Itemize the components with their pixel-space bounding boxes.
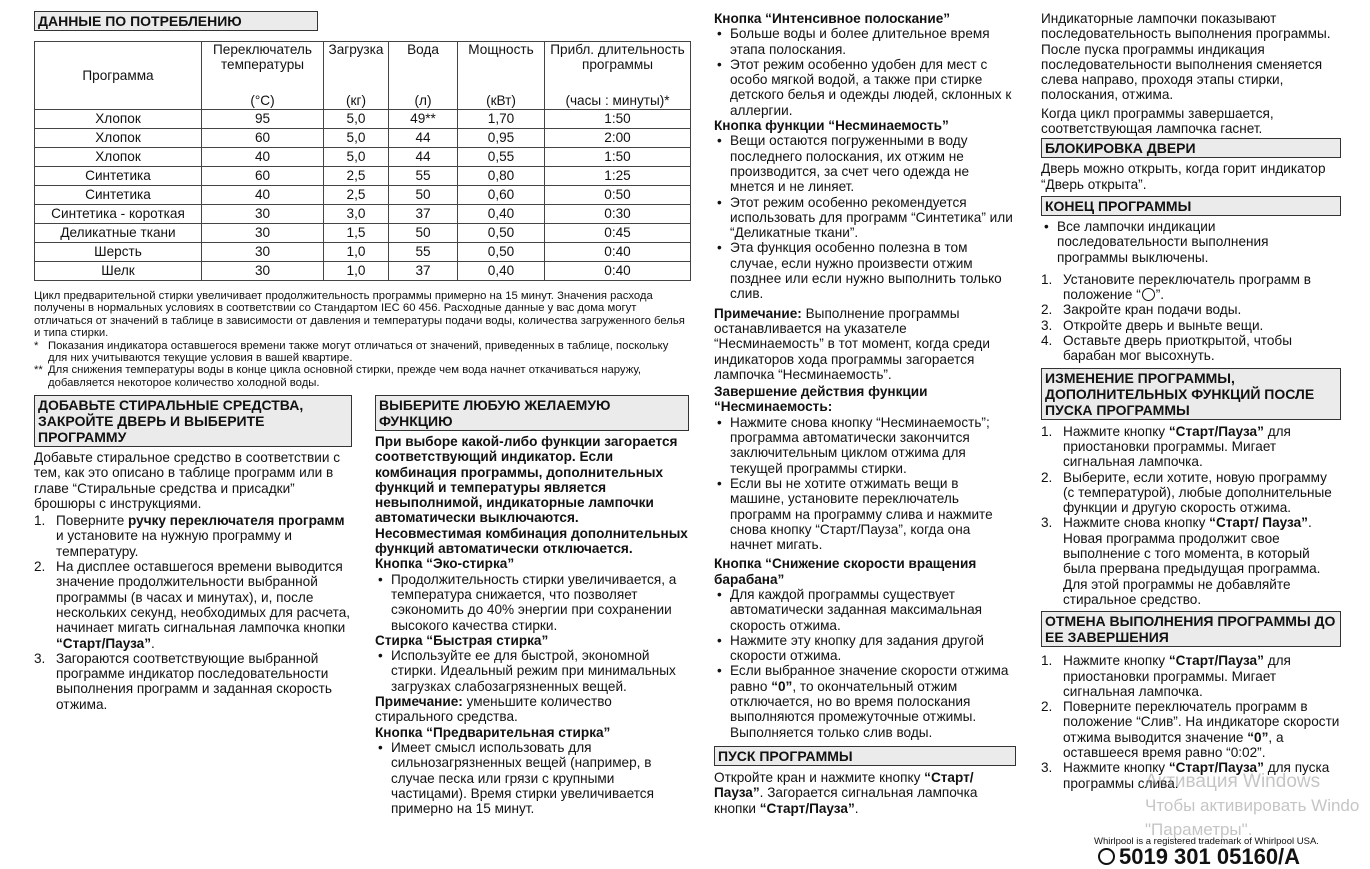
table-row: [35, 224, 691, 243]
table-cell: 0,40: [458, 262, 545, 281]
table-cell: 50: [389, 186, 458, 205]
table-cell: 1,0: [324, 243, 389, 262]
table-cell: 0,80: [458, 167, 545, 186]
th-duration-unit: (часы : минуты)*: [565, 93, 670, 108]
cancel-program-title: ОТМЕНА ВЫПОЛНЕНИЯ ПРОГРАММЫ ДО ЕЕ ЗАВЕРШЕНИЯ: [1041, 611, 1341, 647]
table-row: [35, 186, 691, 205]
table-cell: 37: [389, 262, 458, 281]
footnote-2: [34, 364, 690, 389]
th-water-unit: (л): [414, 93, 432, 108]
end-step-2: 2. Закройте кран подачи воды.: [1041, 302, 1242, 318]
select-function-intro: При выборе какой-либо функции загорается соответствующий индикатор. Если комбинация программы, дополнительных функций и температуры является невыполнимой, индикаторные лампочки автоматически выключаются. Несовместимая комбинация дополнительных функций автоматически отключается.: [375, 434, 688, 557]
watermark-line-3: "Параметры".: [1145, 820, 1253, 839]
table-cell: Деликатные ткани: [35, 224, 202, 243]
recycle-icon: [1098, 848, 1115, 865]
end-item: • Все лампочки индикации последовательности выполнения программы выключены.: [1041, 219, 1341, 265]
end-program-title: КОНЕЦ ПРОГРАММЫ: [1041, 196, 1341, 216]
quick-list: [375, 648, 689, 694]
eco-item: • Продолжительность стирки увеличивается, а температура снижается, что позволяет сэкономить до 40% энергии при сохранении высокого качества стирки.: [375, 572, 689, 633]
end-step-3: 3. Откройте дверь и выньте вещи.: [1041, 317, 1264, 333]
table-row: [35, 148, 691, 167]
cancel-steps: [1041, 653, 1341, 791]
add-detergent-intro: Добавьте стиральное средство в соответствии с тем, как это описано в таблице программ или в главе “Стиральные средства и присадки”: [34, 450, 340, 496]
table-cell: 0,40: [458, 205, 545, 224]
nocrease-list: [714, 133, 1016, 301]
table-cell: 0:50: [545, 186, 691, 205]
nocrease-item-1: • Вещи остаются погруженными в воду последнего полоскания, их отжим не производится, за счет чего одежда не мнется и не линяет.: [714, 133, 1016, 194]
nocrease-item-2: • Этот режим особенно рекомендуется использовать для программ “Синтетика” или “Деликатные ткани”.: [714, 195, 1016, 241]
prewash-title: Кнопка “Предварительная стирка”: [375, 724, 611, 740]
table-cell: 0:45: [545, 224, 691, 243]
table-cell: 0,95: [458, 129, 545, 148]
step-2: 2. На дисплее оставшегося времени выводится значение продолжительности выбранной программы (в часах и минутах), и, после нескольких секунд, необходимых для расчета, начинает мигать сигнальная лампочка кнопки “Старт/Пауза”.: [34, 559, 351, 651]
table-cell: Синтетика: [35, 186, 202, 205]
th-water-label: Вода: [407, 42, 439, 57]
rinse-title: Кнопка “Интенсивное полоскание”: [714, 11, 951, 26]
note-main: Цикл предварительной стирки увеличивает продолжительность программы примерно на 15 минут. Значения расхода получены в нормальных условиях в соответствии со Стандартом IEC 60 456. Расходные данные у вас дома могут отличаться от значений в таблице в зависимости от давления и температуры подачи воды, количества загруженного белья и типа стирки.: [34, 290, 685, 340]
cancel-step-3: 3. Нажмите кнопку “Старт/Пауза” для пуска программы слива.: [1041, 760, 1330, 791]
eco-list: [375, 572, 689, 633]
cancel-step-2: 2. Поверните переключатель программ в положение “Слив”. На индикаторе скорости отжима выводится значение “0”, а оставшееся время равно “0:02”.: [1041, 699, 1340, 760]
th-water: [389, 42, 458, 110]
door-lock-text: Дверь можно открыть, когда горит индикатор “Дверь открыта”.: [1041, 161, 1326, 192]
rinse-item-2: • Этот режим особенно удобен для мест с особо мягкой водой, а также при стирке детского белья и одежды людей, склонных к аллергии.: [714, 57, 1016, 118]
table-cell: 60: [202, 167, 324, 186]
footnote-2-mark: **: [34, 364, 43, 377]
consumption-table: [34, 41, 691, 281]
finish-title: Завершение действия функции “Несминаемость:: [714, 384, 928, 415]
table-cell: 55: [389, 243, 458, 262]
quick-title: Стирка “Быстрая стирка”: [375, 632, 549, 648]
th-load-unit: (кг): [346, 93, 366, 108]
eco-title: Кнопка “Эко-стирка”: [375, 556, 515, 572]
table-cell: 49**: [389, 110, 458, 129]
table-header-row: [35, 42, 691, 110]
table-cell: 0,50: [458, 243, 545, 262]
end-steps: [1041, 272, 1341, 364]
table-cell: 95: [202, 110, 324, 129]
finish-item-2: • Если вы не хотите отжимать вещи в машине, установите переключатель программ на программу слива и нажмите снова кнопку “Старт/Пауза”, когда она начнет мигать.: [714, 476, 1016, 552]
column-4: [1041, 11, 1341, 791]
table-cell: 2,5: [324, 186, 389, 205]
table-cell: 50: [389, 224, 458, 243]
table-body: [35, 110, 691, 281]
footnote-2-text: Для снижения температуры воды в конце цикла основной стирки, прежде чем вода начнет откачиваться наружу, добавляется некоторое количество холодной воды.: [48, 364, 642, 389]
nocrease-note: Примечание: Выполнение программы останавливается на указателе “Несминаемость” в тот момент, когда среди индикаторов хода программы загорается лампочка “Несминаемость”.: [714, 305, 990, 382]
table-cell: Хлопок: [35, 148, 202, 167]
table-cell: 60: [202, 129, 324, 148]
table-cell: 44: [389, 129, 458, 148]
step-3: 3. Загораются соответствующие выбранной программе индикатор последовательности выполнения программ и заданная скорость отжима.: [34, 650, 332, 712]
select-function-section: [375, 395, 689, 816]
table-cell: 0,55: [458, 148, 545, 167]
speed-list: [714, 587, 1016, 740]
footnote-1-mark: *: [34, 339, 39, 352]
th-power: [458, 42, 545, 110]
table-row: [35, 110, 691, 129]
add-detergent-intro2: брошюры с инструкциями.: [34, 495, 202, 511]
footnote-1: [34, 340, 690, 365]
th-program: Программа: [35, 42, 202, 110]
quick-item: • Используйте ее для быстрой, экономной стирки. Идеальный режим при минимальных загрузках слабозагрязненных вещей.: [375, 648, 689, 694]
table-cell: 30: [202, 224, 324, 243]
table-row: [35, 129, 691, 148]
prewash-item: • Имеет смысл использовать для сильнозагрязненных вещей (например, в случае песка или грязи с крупными частицами). Время стирки увеличивается примерно на 15 минут.: [375, 740, 689, 816]
rinse-list: [714, 26, 1016, 118]
start-program-title: ПУСК ПРОГРАММЫ: [714, 746, 1016, 766]
change-step-1: 1. Нажмите кнопку “Старт/Пауза” для приостановки программы. Мигает сигнальная лампочка.: [1041, 423, 1291, 470]
table-row: [35, 167, 691, 186]
table-cell: 1,70: [458, 110, 545, 129]
table-cell: 0,50: [458, 224, 545, 243]
table-cell: 40: [202, 186, 324, 205]
table-cell: 0:40: [545, 262, 691, 281]
add-detergent-section: [34, 395, 352, 712]
document-code: 5019 301 05160/A: [1098, 846, 1300, 868]
rinse-item-1: • Больше воды и более длительное время этапа полоскания.: [714, 26, 1016, 57]
change-step-2: 2. Выберите, если хотите, новую программу (с температурой), любые дополнительные функции и другую скорость отжима.: [1041, 469, 1332, 516]
table-cell: 1:50: [545, 148, 691, 167]
change-steps: [1041, 424, 1341, 608]
th-duration: [545, 42, 691, 110]
table-cell: Синтетика: [35, 167, 202, 186]
table-cell: 5,0: [324, 129, 389, 148]
th-duration-label: Прибл. длительность программы: [550, 42, 685, 73]
watermark-line-2: Чтобы активировать Windo: [1145, 796, 1360, 815]
speed-item-2: • Нажмите эту кнопку для задания другой скорости отжима.: [714, 633, 1016, 664]
table-cell: 1,0: [324, 262, 389, 281]
table-cell: 2:00: [545, 129, 691, 148]
th-temp: [202, 42, 324, 110]
th-power-label: Мощность: [468, 42, 534, 57]
table-cell: Синтетика - короткая: [35, 205, 202, 224]
trademark-note: Whirlpool is a registered trademark of Whirlpool USA.: [1094, 836, 1319, 847]
add-detergent-steps: [34, 513, 352, 712]
table-cell: 1,5: [324, 224, 389, 243]
select-function-title: ВЫБЕРИТЕ ЛЮБУЮ ЖЕЛАЕМУЮ ФУНКЦИЮ: [375, 395, 689, 431]
table-cell: 5,0: [324, 148, 389, 167]
cancel-step-1: 1. Нажмите кнопку “Старт/Пауза” для приостановки программы. Мигает сигнальная лампочка.: [1041, 653, 1291, 699]
column-3: [714, 11, 1016, 816]
table-cell: 30: [202, 205, 324, 224]
table-cell: Шерсть: [35, 243, 202, 262]
table-cell: 1:25: [545, 167, 691, 186]
watermark-line-1: Активация Windows: [1145, 771, 1321, 792]
table-row: [35, 205, 691, 224]
table-row: [35, 243, 691, 262]
table-cell: 3,0: [324, 205, 389, 224]
th-temp-label: Переключатель температуры: [213, 42, 312, 73]
speed-item-3: • Если выбранное значение скорости отжима равно “0”, то окончательный отжим отключается, но во время полоскания выполняются промежуточные отжимы. Выполняется только слив воды.: [714, 663, 1016, 739]
off-position-icon: [1142, 288, 1155, 301]
table-cell: 37: [389, 205, 458, 224]
indicator-intro: Индикаторные лампочки показывают последовательность выполнения программы. После пуска программы индикация последовательности выполнения сменяется слева направо, проходя этапы стирки, полоскания, отжима.: [1041, 11, 1331, 103]
start-program-text: Откройте кран и нажмите кнопку “Старт/ Пауза”. Загорается сигнальная лампочка кнопки “Старт/Пауза”.: [714, 769, 978, 816]
table-cell: 0,60: [458, 186, 545, 205]
consumption-notes: [34, 290, 690, 389]
end-step-1: 1. Установите переключатель программ в положение “ ”.: [1041, 271, 1311, 303]
table-cell: 5,0: [324, 110, 389, 129]
speed-title: Кнопка “Снижение скорости вращения барабана”: [714, 556, 977, 587]
footnote-1-text: Показания индикатора оставшегося времени также могут отличаться от значений, приведенных в таблице, поскольку для них учитываются текущие условия в вашей квартире.: [48, 339, 669, 365]
change-step-3: 3. Нажмите снова кнопку “Старт/ Пауза”. Новая программа продолжит свое выполнение с того момента, в который была прервана предыдущая программа. Для этой программы не добавляйте стиральное средство.: [1041, 515, 1321, 607]
table-cell: 55: [389, 167, 458, 186]
nocrease-title: Кнопка функции “Несминаемость”: [714, 118, 949, 134]
end-step-4: 4. Оставьте дверь приоткрытой, чтобы барабан мог высохнуть.: [1041, 333, 1292, 364]
change-program-title: ИЗМЕНЕНИЕ ПРОГРАММЫ, ДОПОЛНИТЕЛЬНЫХ ФУНКЦИЙ ПОСЛЕ ПУСКА ПРОГРАММЫ: [1041, 368, 1341, 420]
table-cell: 30: [202, 243, 324, 262]
finish-item-1: • Нажмите снова кнопку “Несминаемость”; программа автоматически закончится заключительным циклом отжима для текущей программы стирки.: [714, 415, 1016, 476]
table-cell: 1:50: [545, 110, 691, 129]
consumption-title: ДАННЫЕ ПО ПОТРЕБЛЕНИЮ: [34, 11, 318, 31]
add-detergent-title: ДОБАВЬТЕ СТИРАЛЬНЫЕ СРЕДСТВА, ЗАКРОЙТЕ ДВЕРЬ И ВЫБЕРИТЕ ПРОГРАММУ: [34, 395, 352, 447]
indicator-intro-2: Когда цикл программы завершается, соответствующая лампочка гаснет.: [1041, 105, 1274, 137]
door-lock-title: БЛОКИРОВКА ДВЕРИ: [1041, 138, 1341, 158]
table-cell: 0:40: [545, 243, 691, 262]
th-power-unit: (кВт): [486, 93, 516, 108]
table-cell: 30: [202, 262, 324, 281]
th-load: [324, 42, 389, 110]
step-1: 1. Поверните ручку переключателя программ и установите на нужную программу и температуру.: [34, 513, 345, 559]
table-cell: Хлопок: [35, 110, 202, 129]
prewash-list: [375, 740, 689, 816]
end-list: [1041, 219, 1341, 265]
quick-note: Примечание: уменьшите количество стирального средства.: [375, 694, 612, 725]
table-cell: 0:30: [545, 205, 691, 224]
table-cell: Хлопок: [35, 129, 202, 148]
th-load-label: Загрузка: [328, 42, 384, 57]
table-cell: 40: [202, 148, 324, 167]
speed-item-1: • Для каждой программы существует автоматически заданная максимальная скорость отжима.: [714, 587, 1016, 633]
finish-list: [714, 415, 1016, 553]
th-temp-unit: (°С): [250, 93, 275, 108]
nocrease-item-3: • Эта функция особенно полезна в том случае, если нужно произвести отжим позднее или если нужно выполнить только слив.: [714, 240, 1016, 301]
table-cell: 2,5: [324, 167, 389, 186]
table-cell: Шелк: [35, 262, 202, 281]
table-cell: 44: [389, 148, 458, 167]
table-row: [35, 262, 691, 281]
